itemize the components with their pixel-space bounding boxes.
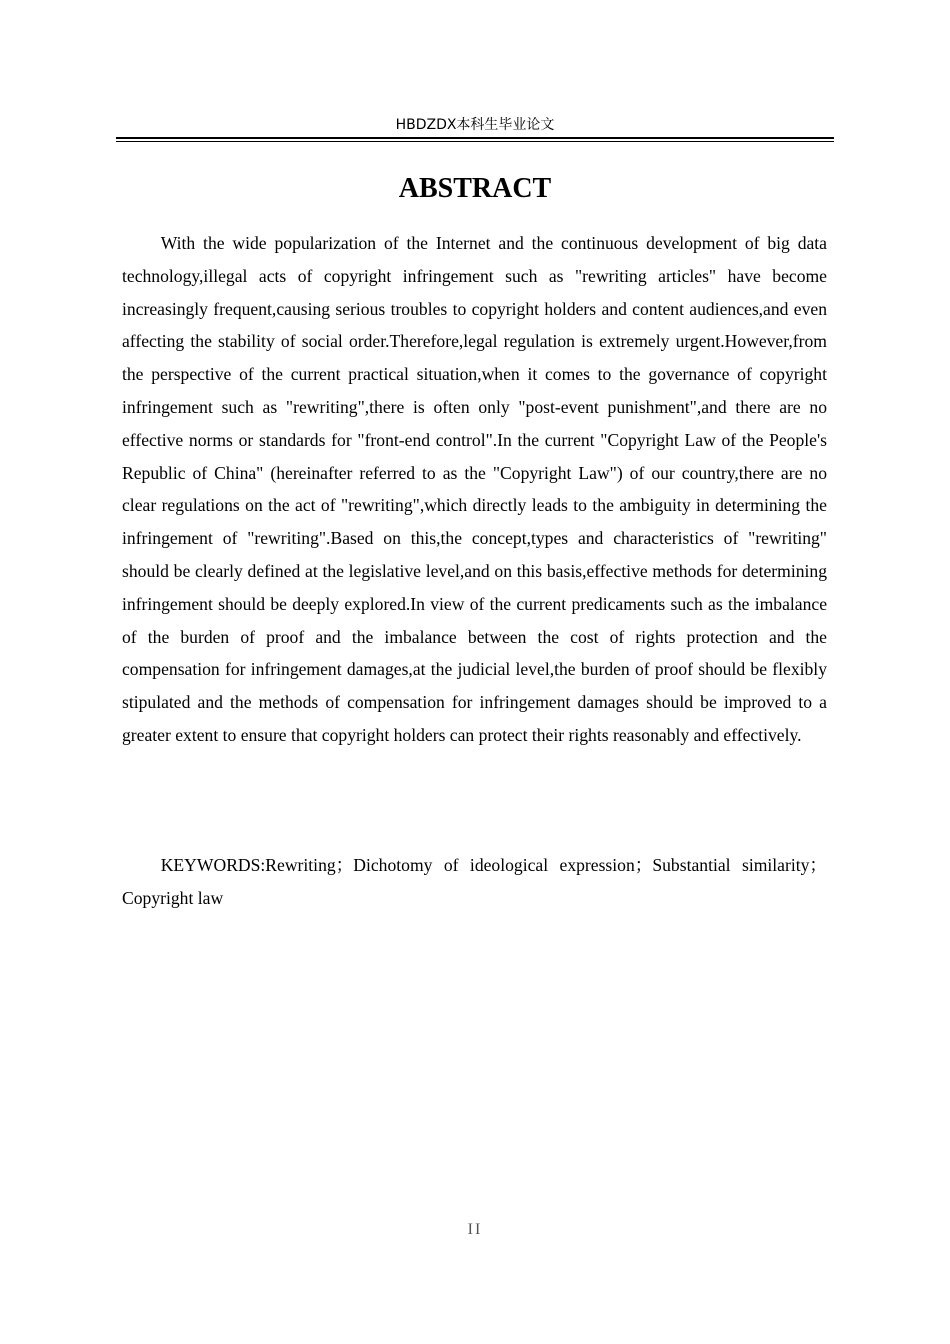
page-header: HBDZDX本科生毕业论文: [395, 117, 555, 133]
abstract-title: ABSTRACT: [398, 173, 552, 204]
abstract-body: With the wide popularization of the Internet and the continuous development of big data technology,illegal acts of copyright infringement such as "rewriting articles" have become increasingly frequent,causing serious troubles to copyright holders and content audiences,and even affecting the stability of social order.Therefore,legal regulation is extremely urgent.However,from the perspective of the current practical situation,when it comes to the governance of copyright infringement such as "rewriting",there is often only "post-event punishment",and there are no effective norms or standards for "front-end control".In the current "Copyright Law of the People's Republic of China" (hereinafter referred to as the "Copyright Law") of our country,there are no clear regulations on the act of "rewriting",which directly leads to the ambiguity in determining the infringement of "rewriting".Based on this,the concept,types and characteristics of "rewriting" should be clearly defined at the legislative level,and on this basis,effective methods for determining infringement should be deeply explored.In view of the current predicaments such as the imbalance of the burden of proof and the imbalance between the cost of rights protection and the compensation for infringement damages,at the judicial level,the burden of proof should be flexibly stipulated and the methods of compensation for infringement damages should be improved to a greater extent to ensure that copyright holders can protect their rights reasonably and effectively.: [122, 233, 827, 745]
header-rule-thick: [116, 137, 834, 139]
header-rule-thin: [116, 141, 834, 142]
keywords: KEYWORDS:Rewriting；Dichotomy of ideological expression；Substantial similarity；Copyright law: [122, 855, 827, 908]
page-number: II: [467, 1221, 483, 1238]
